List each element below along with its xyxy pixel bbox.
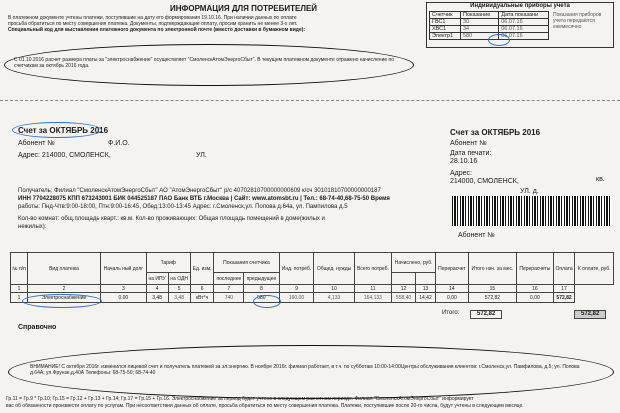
right-street: УЛ. д. [520, 188, 539, 195]
right-address: 214000, СМОЛЕНСК, [450, 178, 519, 185]
reference-notice: ВНИМАНИЕ! С октября 2016г. изменился лицевой счет и получатель платежей за эл.энергию. В ноябре 2016г. филиал работает, в т.ч. по субботам 10:00-14:00Центры обслуживания клиентов: г.Смоленск,ул. Памфилова, д.5; ул. Попова д.64А; ул.Фрунзе,д.40А Телефоны: 68-75-50; 68-74-40 [30, 364, 580, 376]
sub-header: на ИПУ [146, 273, 168, 285]
meters-side-note: Показания приборов учета передаются ежемесячно [553, 12, 602, 30]
meter-highlight [488, 34, 510, 46]
col-header: Показания счетчика [214, 253, 279, 273]
right-heading: Счет за ОКТЯБРЬ 2016 [450, 128, 541, 137]
col-header: Началь ный долг [101, 253, 147, 285]
sub-header: на ОДН [168, 273, 190, 285]
name-label: Ф.И.О. [108, 140, 130, 147]
col-header: Ед. изм. [190, 253, 214, 285]
col-header: Перерасчет [436, 253, 469, 285]
info-line-1: В платежном документе учтены платежи, поступившие на дату его формирования 19.10.16. При наличии данных по оплате [8, 15, 297, 21]
recipient-line-4: Кол-во комнат: общ.площадь кварт.: кв.м. Кол-во проживающих: Общая площадь помещений в доме(жилых и [18, 216, 325, 222]
print-date: 28.10.16 [450, 158, 478, 165]
col-header: № п/п [11, 253, 28, 285]
meter-row: ГВС1 30 06.07.16 [430, 19, 549, 26]
info-title: ИНФОРМАЦИЯ ДЛЯ ПОТРЕБИТЕЛЕЙ [170, 4, 318, 13]
bill-street: УЛ. [196, 152, 207, 159]
col-header: Оплата [553, 253, 575, 285]
barcode-image [452, 196, 612, 226]
col-header: Общед. нужды [314, 253, 354, 285]
bill-heading: Счет за ОКТЯБРЬ 2016 [18, 126, 109, 135]
print-date-label: Дата печати: [450, 150, 492, 157]
col-header: Инд. потреб. [279, 253, 314, 285]
col-header: Тариф [146, 253, 190, 273]
bill-address: Адрес: 214000, СМОЛЕНСК, [18, 152, 111, 159]
sub-header: предыдущее [244, 273, 279, 285]
col-header: Перерасчеты [517, 253, 554, 285]
meter-row: Электр1 580 06.07.16 [430, 33, 549, 40]
charges-table [10, 252, 614, 303]
notice-circle-top [4, 44, 414, 86]
reference-heading: Справочно [18, 324, 57, 331]
footer-line-2: вас об обязанности произвести оплату по услугам. При несоответствии данных об оплате, просьба обратиться по месту совершения платежа. Платежи, поступившие после 20-го числа, будут учтены в следующем месяце. [6, 403, 524, 409]
sub-header: последнее [214, 273, 244, 285]
cut-line [0, 100, 620, 101]
col-header: Начислено, руб. [392, 253, 436, 273]
subscriber-label: Абонент № [18, 140, 55, 147]
col-header: К оплате, руб. [575, 253, 614, 285]
service-name: Электроснабжение [28, 293, 101, 303]
sub-header [392, 273, 416, 285]
right-kv: кв. [596, 176, 605, 183]
service-highlight [22, 294, 102, 308]
right-subscriber: Абонент № [450, 140, 487, 147]
meters-header: Счетчик [430, 12, 461, 19]
notice-circle-bottom [8, 345, 614, 399]
total-right: 572,82 [574, 310, 606, 319]
recipient-line-3: работы: Пнд-Чтв:9:00-18:00, Птн:9:00-16:45, Обед:13:00-13:45 Адрес: г.Смоленск,ул. Попова д.64а, ул. Пампилова д.5 [18, 204, 348, 210]
recipient-line-1: Получатель: Филиал "СмоленскАтомЭнергоСбыт" АО "АтомЭнергоСбыт" р/с 40702810700000000609 к/сч 30101810700000000187 [18, 188, 381, 194]
column-numbers-row: 1 2 3 4 5 6 7 8 9 10 11 12 13 14 15 16 17 [11, 285, 614, 293]
barcode-caption: Абонент № [458, 232, 495, 239]
meter-row: ХВС1 34 06.07.16 [430, 26, 549, 33]
info-line-3: Специальный код для выставления платежного документа по электронной почте (вместо доставки в бумажном виде): [8, 27, 306, 33]
meters-title: Индивидуальные приборы учета [470, 3, 570, 9]
info-notice: С 01.10.2016 расчет размера платы за "электроснабжение" осуществляет "СмоленскАтомЭнергоСбыт". В текущем платежном документе отражено начисление по счетчикам за октябрь 2016 года. [14, 57, 395, 69]
recipient-line-2: ИНН 7704228075 КПП 673243001 БИК 044525187 ПАО Банк ВТБ г.Москва | Сайт: www.atomsbt.ru | Тел.: 68-74-40,68-75-50 Время [18, 196, 390, 202]
col-header: Вид платежа [28, 253, 101, 285]
right-address-label: Адрес: [450, 170, 472, 177]
recipient-line-5: нежилых): [18, 224, 47, 230]
table-row: 1 Электроснабжение 0.00 3,48 3,48 кВт*ч 740 580 160,00 4,133 164,133 558,40 14,42 0,00 572,82 0,00 572,82 [11, 293, 614, 303]
reading-highlight [253, 295, 281, 308]
col-header: Всего потреб. [354, 253, 392, 285]
col-header: Итого нач. за мес. [468, 253, 516, 285]
total-label: Итого: [442, 310, 460, 316]
sub-header [415, 273, 435, 285]
meters-header: Дата показани [499, 12, 549, 19]
total-value: 572,82 [470, 310, 502, 319]
previous-reading: 580 [244, 293, 279, 303]
info-line-2: просьба обратиться по месту совершения платежа. Документы, подтверждающие оплату, просим хранить не менее 3-х лет. [8, 21, 298, 27]
meters-box [426, 2, 614, 48]
bill-heading-circle [12, 122, 102, 138]
meters-header: Показание [460, 12, 498, 19]
footer-line-1: Гр.11 = Гр.9 * Гр.10; Гр.15 = Гр.12 + Гр.13 + Гр.14; Гр.17 = Гр.15 + Гр.16. Электроснабжение за период будет учтено в следующем расчетном периоде. Филиал "СмоленскАтомЭнергоСбыт" информирует [6, 396, 474, 402]
